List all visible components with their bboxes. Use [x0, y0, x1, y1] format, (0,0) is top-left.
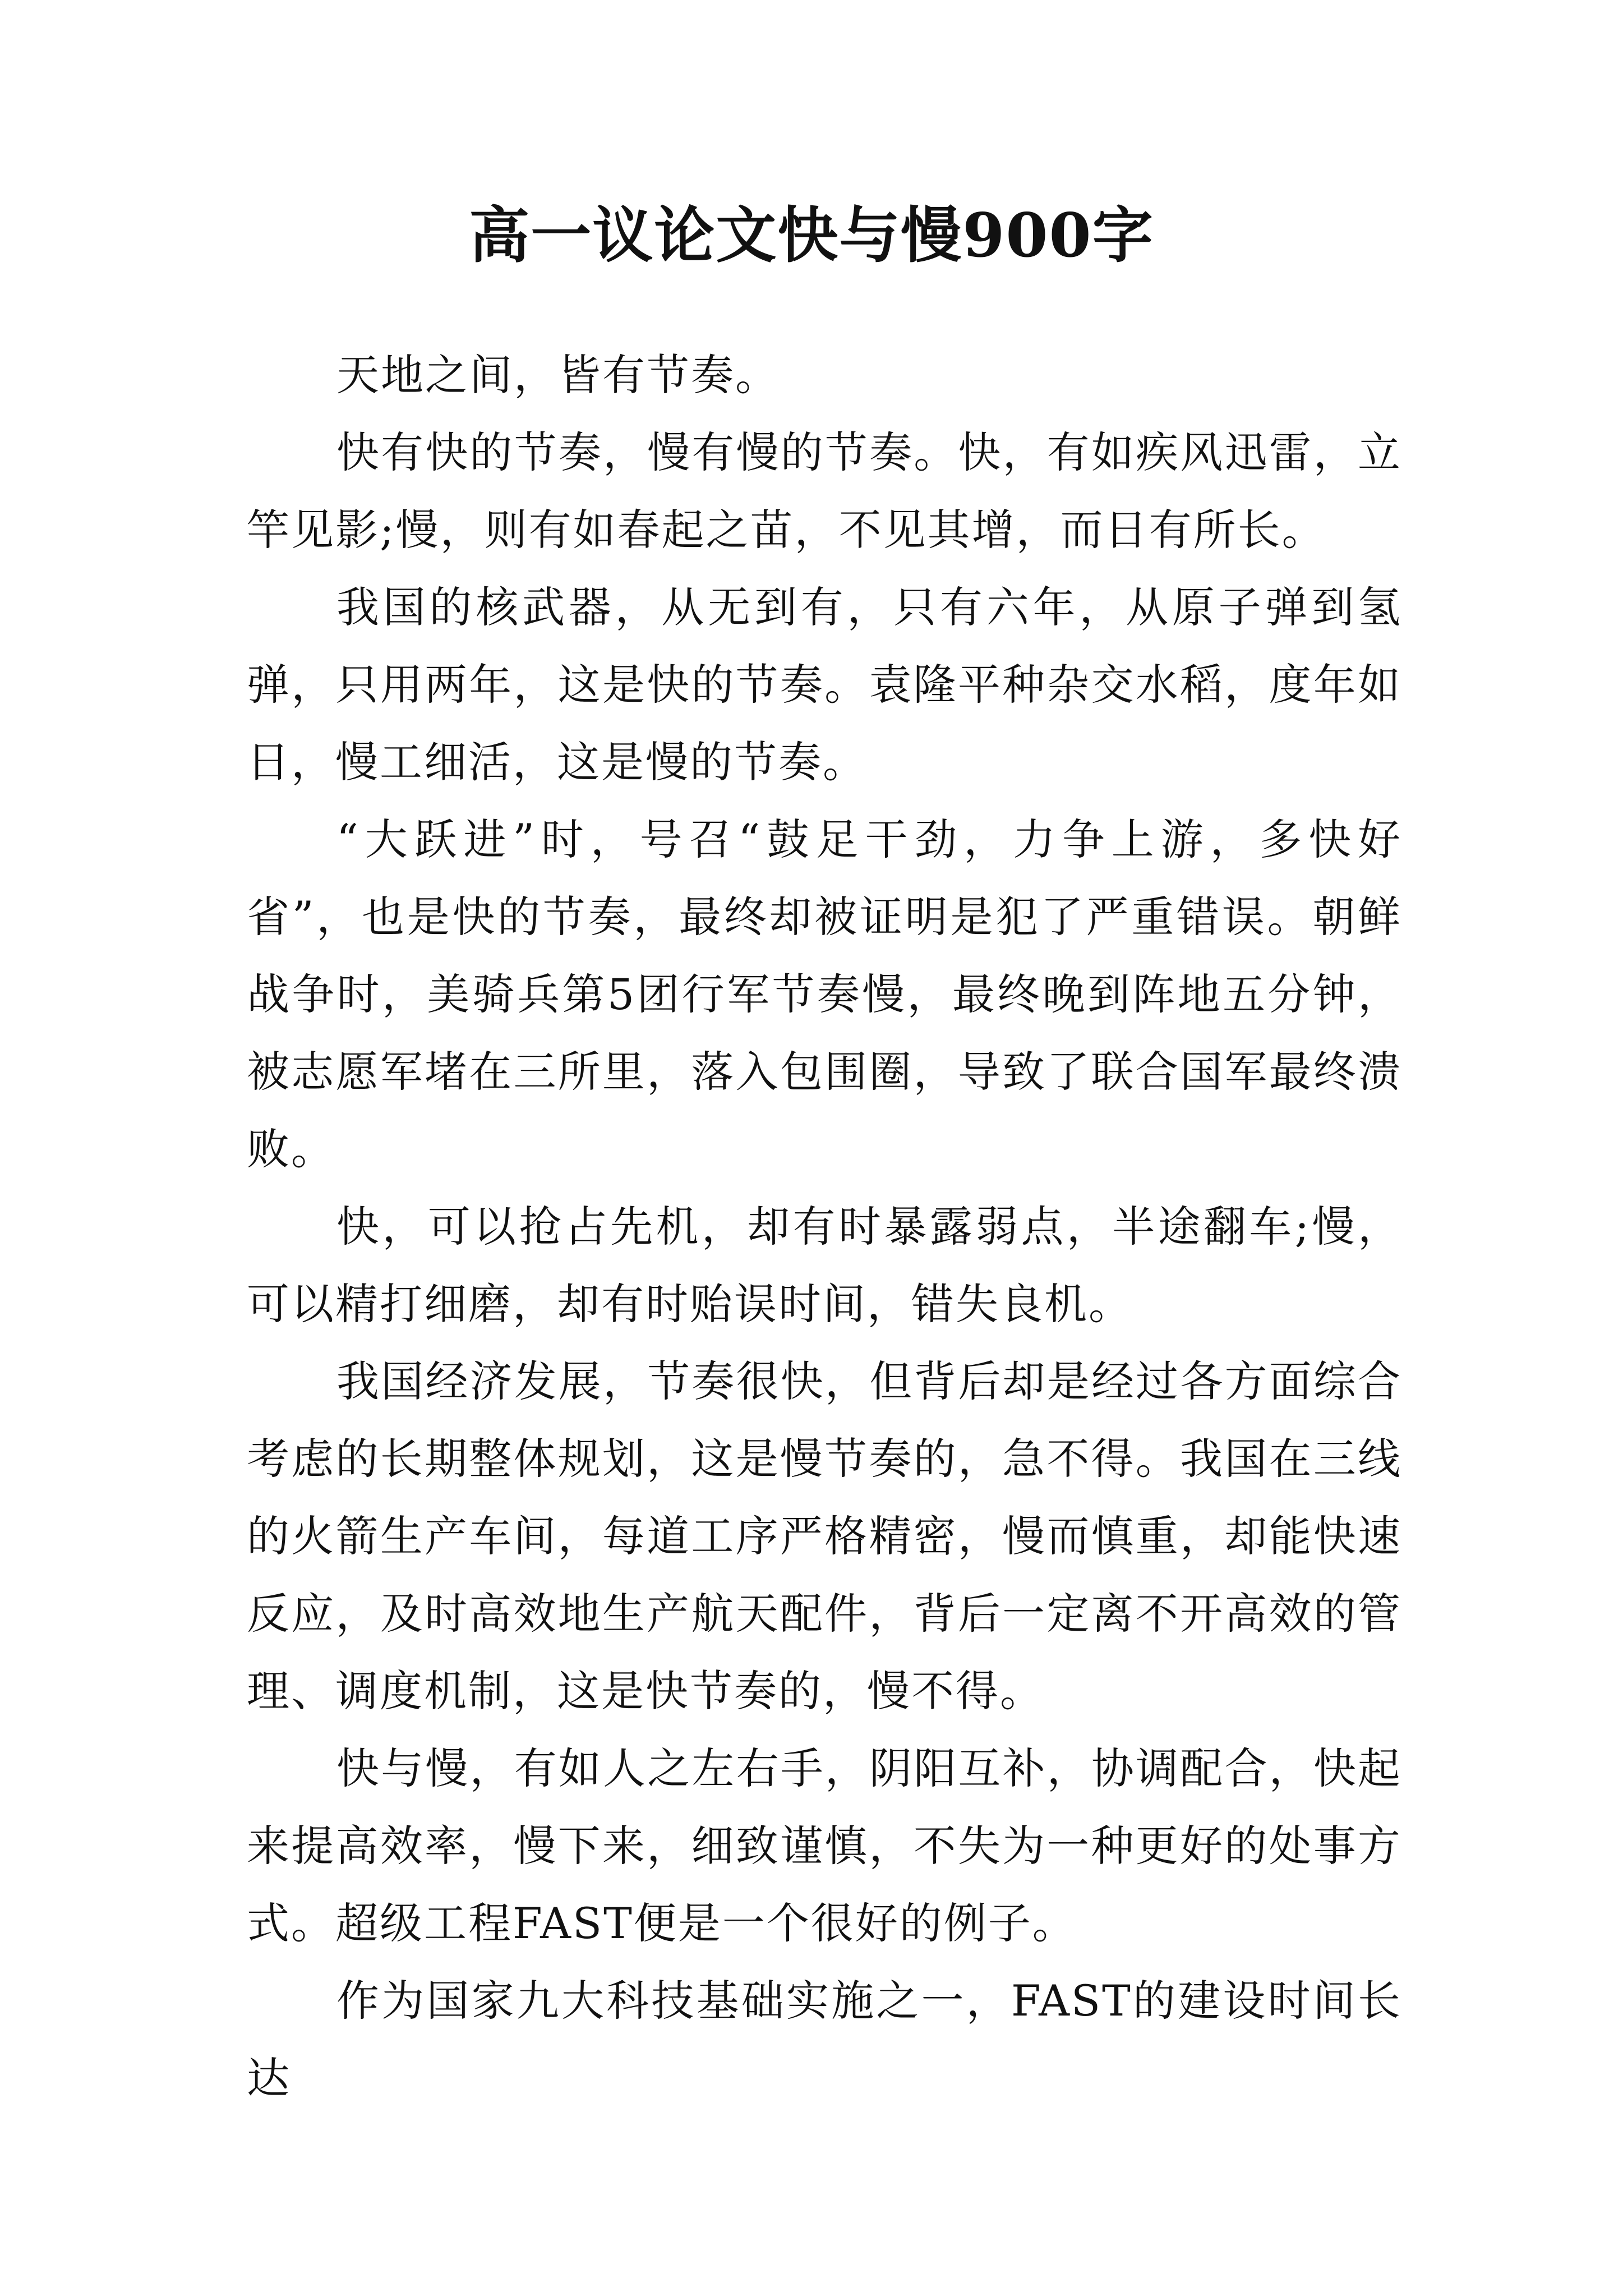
paragraph-4: “大跃进”时，号召“鼓足干劲，力争上游，多快好省”，也是快的节奏，最终却被证明是犯了严重错误。朝鲜战争时，美骑兵第5团行军节奏慢，最终晚到阵地五分钟，被志愿军堵在三所里，落入包围圈，导致了联合国军最终溃败。 — [247, 815, 1402, 1174]
paragraph-1: 天地之间，皆有节奏。 — [336, 350, 780, 400]
paragraph-7: 快与慢，有如人之左右手，阴阳互补，协调配合，快起来提高效率，慢下来，细致谨慎，不失为一种更好的处事方式。超级工程FAST便是一个很好的例子。 — [247, 1743, 1402, 1948]
paragraph-8: 作为国家九大科技基础实施之一，FAST的建设时间长达 — [247, 1976, 1402, 2103]
paragraph-2: 快有快的节奏，慢有慢的节奏。快，有如疾风迅雷，立竿见影;慢，则有如春起之苗，不见其增，而日有所长。 — [247, 427, 1402, 555]
paragraph-3: 我国的核武器，从无到有，只有六年，从原子弹到氢弹，只用两年，这是快的节奏。袁隆平种杂交水稻，度年如日，慢工细活，这是慢的节奏。 — [247, 582, 1402, 787]
paragraph-5: 快，可以抢占先机，却有时暴露弱点，半途翻车;慢，可以精打细磨，却有时贻误时间，错失良机。 — [247, 1202, 1402, 1329]
document-title: 高一议论文快与慢900字 — [469, 200, 1154, 271]
document-body — [247, 337, 1402, 2117]
paragraph-6: 我国经济发展，节奏很快，但背后却是经过各方面综合考虑的长期整体规划，这是慢节奏的，急不得。我国在三线的火箭生产车间，每道工序严格精密，慢而慎重，却能快速反应，及时高效地生产航天配件，背后一定离不开高效的管理、调度机制，这是快节奏的，慢不得。 — [247, 1356, 1402, 1716]
